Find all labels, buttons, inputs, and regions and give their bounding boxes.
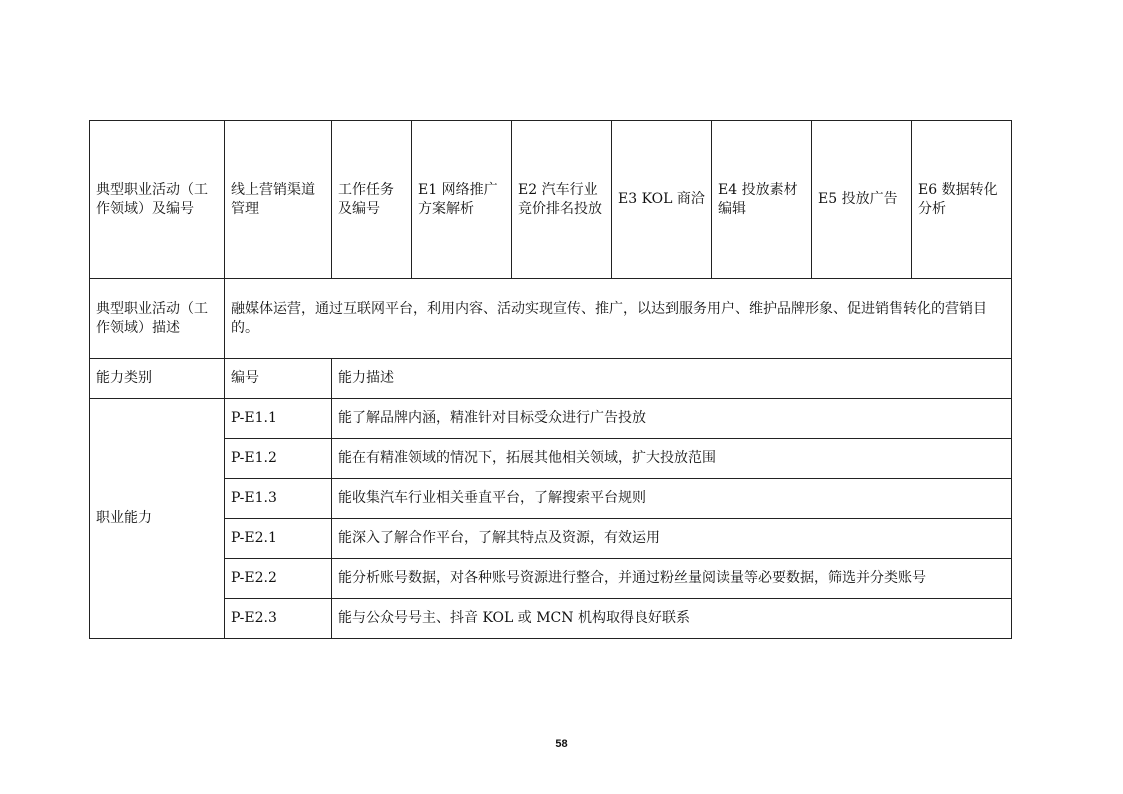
ability-code-cell: P-E2.2 — [225, 559, 332, 599]
ability-description-header: 能力描述 — [332, 359, 1012, 399]
ability-text-cell: 能收集汽车行业相关垂直平台，了解搜索平台规则 — [332, 479, 1012, 519]
task-cell-e6: E6 数据转化分析 — [912, 121, 1012, 279]
header-row — [90, 121, 1012, 279]
ability-code-cell: P-E1.1 — [225, 399, 332, 439]
task-cell-e1: E1 网络推广方案解析 — [412, 121, 512, 279]
ability-row — [90, 479, 1012, 519]
ability-category-cell: 职业能力 — [90, 399, 225, 639]
ability-row — [90, 439, 1012, 479]
ability-text-cell: 能与公众号号主、抖音 KOL 或 MCN 机构取得良好联系 — [332, 599, 1012, 639]
ability-text-cell: 能了解品牌内涵，精准针对目标受众进行广告投放 — [332, 399, 1012, 439]
ability-code-cell: P-E2.3 — [225, 599, 332, 639]
task-label-cell: 工作任务及编号 — [332, 121, 412, 279]
ability-text-cell: 能分析账号数据，对各种账号资源进行整合，并通过粉丝量阅读量等必要数据，筛选并分类账号 — [332, 559, 1012, 599]
activity-label-cell: 典型职业活动（工作领域）及编号 — [90, 121, 225, 279]
task-cell-e2: E2 汽车行业竞价排名投放 — [512, 121, 612, 279]
ability-row — [90, 599, 1012, 639]
ability-header-row — [90, 359, 1012, 399]
description-label-cell: 典型职业活动（工作领域）描述 — [90, 279, 225, 359]
ability-text-cell: 能在有精准领域的情况下，拓展其他相关领域，扩大投放范围 — [332, 439, 1012, 479]
ability-code-cell: P-E1.2 — [225, 439, 332, 479]
task-cell-e5: E5 投放广告 — [812, 121, 912, 279]
ability-code-header: 编号 — [225, 359, 332, 399]
task-cell-e4: E4 投放素材编辑 — [712, 121, 812, 279]
ability-category-header: 能力类别 — [90, 359, 225, 399]
task-cell-e3: E3 KOL 商洽 — [612, 121, 712, 279]
competency-table — [89, 120, 1012, 639]
ability-row — [90, 559, 1012, 599]
description-row — [90, 279, 1012, 359]
ability-row — [90, 399, 1012, 439]
ability-text-cell: 能深入了解合作平台，了解其特点及资源，有效运用 — [332, 519, 1012, 559]
description-text-cell: 融媒体运营，通过互联网平台，利用内容、活动实现宣传、推广，以达到服务用户、维护品牌形象、促进销售转化的营销目的。 — [225, 279, 1012, 359]
ability-row — [90, 519, 1012, 559]
ability-code-cell: P-E1.3 — [225, 479, 332, 519]
ability-code-cell: P-E2.1 — [225, 519, 332, 559]
page-number: 58 — [555, 738, 568, 750]
activity-value-cell: 线上营销渠道管理 — [225, 121, 332, 279]
